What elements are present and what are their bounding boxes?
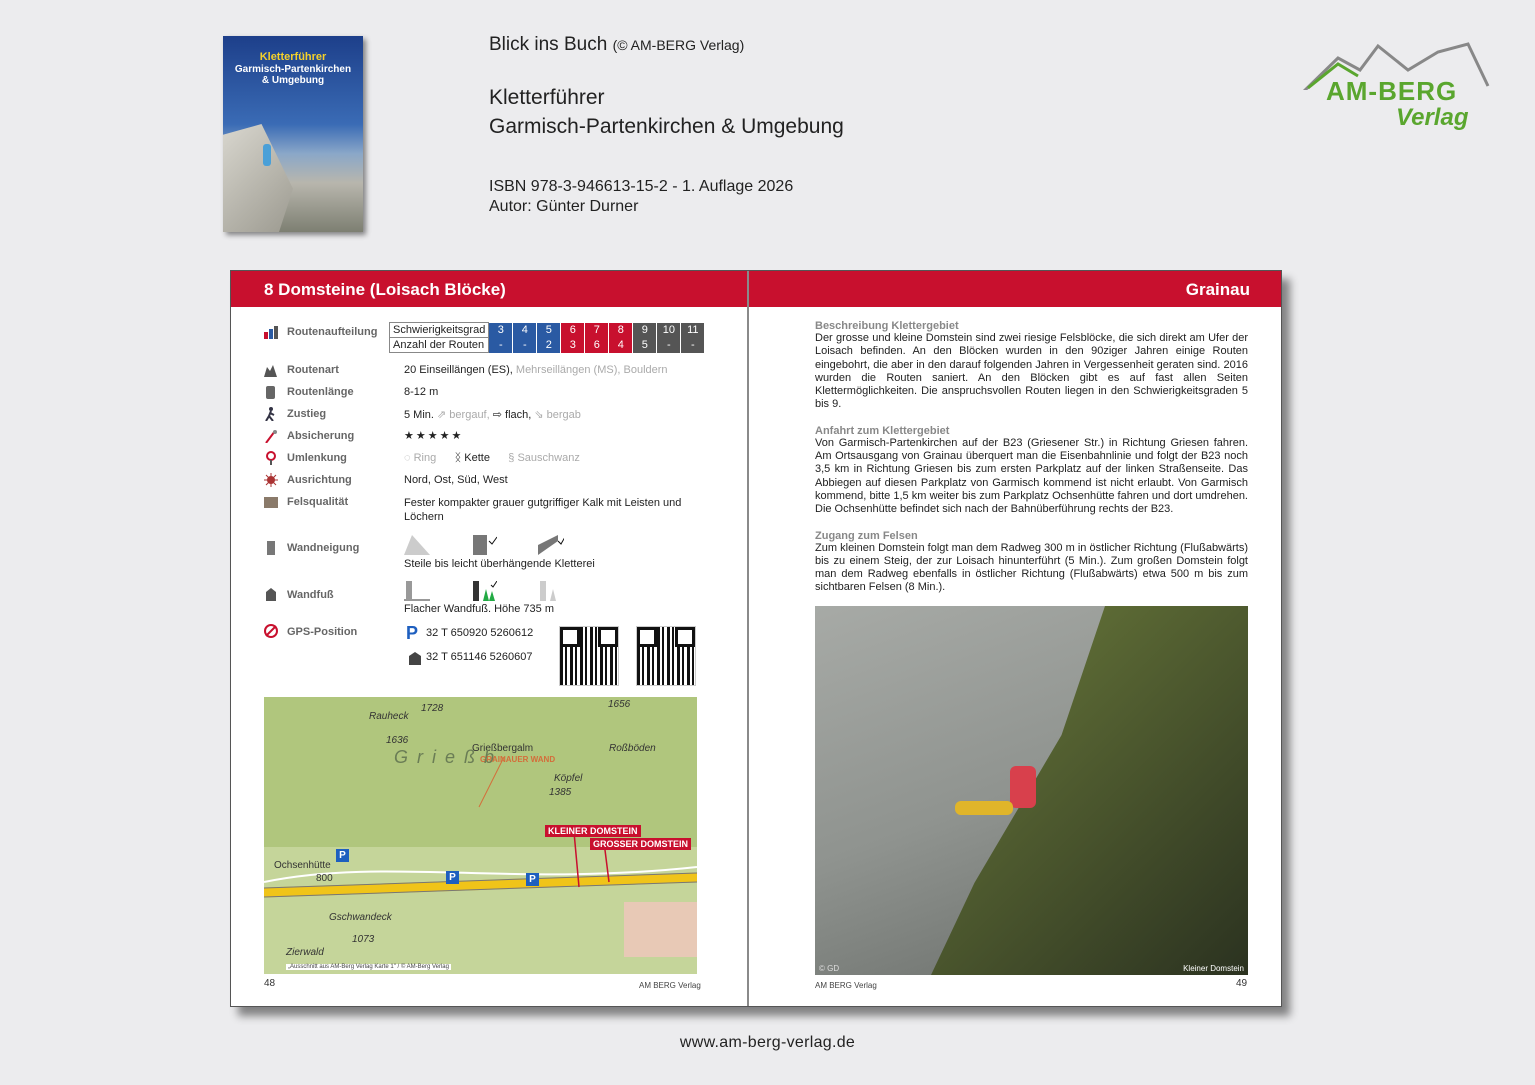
photo-credit: © GD <box>819 964 840 973</box>
photo-rock <box>815 606 1105 975</box>
grade-row-label: Schwierigkeitsgrad <box>390 323 489 338</box>
isbn-line: ISBN 978-3-946613-15-2 - 1. Auflage 2026 <box>489 178 794 195</box>
map-ochsenhuette: Ochsenhütte <box>274 860 331 871</box>
blick-title: Blick ins Buch (© AM-BERG Verlag) <box>489 34 745 55</box>
map-grainauer-wand: GRAINAUER WAND <box>480 755 556 764</box>
section-text: Zum kleinen Domstein folgt man dem Radweg 300 m in östlicher Richtung (Flußabwärts) bis zu einem Steig, der zur Loisach hinunterführt (5 Min.). Zum großen Domstein folgt man dem Radweg ebenfalls in östlicher Richtung (Flußabwärts) etwa 500 m bis zum sichtbaren Felsen (8 Min.). <box>815 541 1248 594</box>
map-koepfel-height: 1385 <box>549 787 572 798</box>
vertical-thumb-icon <box>471 535 497 555</box>
value-wandneigung: Steile bis leicht überhängende Kletterei <box>404 558 595 570</box>
wall-angle-icon <box>263 541 279 555</box>
grade-cell: 9 <box>633 323 657 338</box>
label-ausrichtung: Ausrichtung <box>287 474 352 486</box>
grade-cell: 10 <box>657 323 681 338</box>
slab-thumb-icon <box>404 535 430 555</box>
book-cover-image <box>223 36 363 232</box>
grade-cell: 11 <box>681 323 705 338</box>
label-routenart: Routenart <box>287 364 339 376</box>
grade-cell: 5 <box>537 323 561 338</box>
grade-cell: 8 <box>609 323 633 338</box>
flat-base-thumb-icon <box>404 581 430 601</box>
count-cell: - <box>657 338 681 353</box>
steep-base-thumb-icon <box>538 581 564 601</box>
book-gutter <box>747 271 749 1006</box>
value-gps-parking: 32 T 650920 5260612 <box>426 627 534 639</box>
protection-icon <box>263 429 279 443</box>
value-ausrichtung: Nord, Ost, Süd, West <box>404 474 508 486</box>
value-umlenkung: ◌ Ring ᛝ Kette § Sauschwanz <box>404 452 580 464</box>
section-heading: Beschreibung Klettergebiet <box>815 320 959 332</box>
count-cell: 3 <box>561 338 585 353</box>
map-griessbergalm: Grießbergalm <box>472 743 534 754</box>
gps-icon <box>263 624 279 638</box>
grade-cell: 3 <box>489 323 513 338</box>
cover-subtitle-1: Garmisch-Partenkirchen <box>234 64 352 75</box>
map-griess-label: G r i e ß b <box>394 747 497 767</box>
count-cell: 4 <box>609 338 633 353</box>
rock-quality-icon <box>263 495 279 509</box>
book-title-2: Garmisch-Partenkirchen & Umgebung <box>489 115 844 138</box>
count-cell: - <box>489 338 513 353</box>
parking-icon: P <box>406 623 419 643</box>
map-kleiner-domstein: KLEINER DOMSTEIN <box>545 825 641 837</box>
map-gschwandeck: Gschwandeck <box>329 912 392 923</box>
website-link[interactable]: www.am-berg-verlag.de <box>679 1034 856 1051</box>
label-routenaufteilung: Routenaufteilung <box>287 326 378 338</box>
right-page-footer: AM BERG Verlag <box>815 981 877 990</box>
value-felsqualitaet: Fester kompakter grauer gutgriffiger Kalk mit Leisten und Löchern <box>404 497 682 523</box>
chain-icon: ᛝ <box>454 452 462 464</box>
right-page-header: Grainau <box>749 271 1281 307</box>
label-felsqualitaet: Felsqualität <box>287 496 349 508</box>
label-wandneigung: Wandneigung <box>287 542 360 554</box>
author-line: Autor: Günter Durner <box>489 198 639 215</box>
am-berg-logo[interactable] <box>1298 40 1493 135</box>
qr-code-parking[interactable] <box>559 626 619 686</box>
value-routenart: 20 Einseillängen (ES), Mehrseillängen (MS), Bouldern <box>404 364 668 376</box>
label-gps: GPS-Position <box>287 626 358 638</box>
map-height-1728: 1728 <box>421 703 444 714</box>
cover-title: Kletterführer <box>259 51 327 63</box>
count-cell: 6 <box>585 338 609 353</box>
value-routenlaenge: 8-12 m <box>404 386 439 398</box>
photo-climber <box>1010 766 1036 808</box>
value-gps-rock: 32 T 651146 5260607 <box>426 651 533 663</box>
count-cell: 5 <box>633 338 657 353</box>
value-absicherung: ★★★★★ <box>404 430 464 442</box>
map-parking-icon: P <box>446 871 459 884</box>
count-cell: - <box>513 338 537 353</box>
left-page-footer: AM BERG Verlag <box>639 981 701 990</box>
logo-line1: AM-BERG <box>1326 76 1458 106</box>
route-length-icon <box>263 385 279 399</box>
map-koepfel: Köpfel <box>554 773 583 784</box>
rock-gps-icon <box>407 651 423 665</box>
map-rossboeden: Roßböden <box>609 743 656 754</box>
map-rauheck-height: 1636 <box>386 735 409 746</box>
left-page-header: 8 Domsteine (Loisach Blöcke) <box>231 271 747 307</box>
ring-icon: ◌ <box>404 452 411 464</box>
count-cell: 2 <box>537 338 561 353</box>
qr-code-rock[interactable] <box>636 626 696 686</box>
wall-base-icon <box>263 587 279 601</box>
grade-cell: 7 <box>585 323 609 338</box>
label-umlenkung: Umlenkung <box>287 452 347 464</box>
route-type-icon <box>263 363 279 377</box>
map-grosser-domstein: GROSSER DOMSTEIN <box>590 838 691 850</box>
photo-caption: Kleiner Domstein <box>1183 964 1244 973</box>
label-routenlaenge: Routenlänge <box>287 386 354 398</box>
overhang-thumb-icon <box>538 535 564 555</box>
map-ochsen-height: 800 <box>316 873 333 884</box>
cover-rock <box>223 124 293 232</box>
right-page-number: 49 <box>1236 978 1248 989</box>
count-row-label: Anzahl der Routen <box>390 338 489 353</box>
map-gschwand-height: 1073 <box>352 934 375 945</box>
logo-line2: Verlag <box>1396 104 1469 131</box>
label-wandfuss: Wandfuß <box>287 589 334 601</box>
grade-cell: 4 <box>513 323 537 338</box>
map-height-1656: 1656 <box>608 699 631 710</box>
value-wandfuss: Flacher Wandfuß. Höhe 735 m <box>404 603 554 615</box>
section-text: Von Garmisch-Partenkirchen auf der B23 (Griesener Str.) in Richtung Griesen fahren. Am Ortsausgang von Grainau überquert man die Eisenbahnlinie und folgt der B23 noch 3,5 km in Richtung Griesen bis zum ersten Parkplatz auf der linken Straßenseite. Das Abbiegen auf diesen Parkplatz von Garmisch kommend ist nicht erlaubt. Von Garmisch kommend, bitte 1,5 km weiter bis zum Parkplatz Ochsenhütte fahren und dort umdrehen. Die Ochsenhütte befindet sich nach der Bahnüberführung rechts der B23. <box>815 436 1248 516</box>
book-spread <box>230 270 1282 1007</box>
cover-subtitle-2: & Umgebung <box>261 75 325 86</box>
grade-row <box>390 323 705 338</box>
pigtail-icon: § <box>508 452 515 464</box>
value-zustieg: 5 Min. ⇗ bergauf, ⇨ flach, ⇘ bergab <box>404 409 581 421</box>
grade-table <box>389 322 704 353</box>
section-heading: Anfahrt zum Klettergebiet <box>815 424 950 437</box>
left-page-number: 48 <box>264 978 276 989</box>
climbing-photo <box>815 606 1248 975</box>
label-absicherung: Absicherung <box>287 430 355 442</box>
section-text: Der grosse und kleine Domstein sind zwei riesige Felsblöcke, die sich direkt am Ufer der Loisach befinden. An den Blöcken wurden in den 90ziger Jahren einige Routen eingebohrt, die aber in den darauf folgenden Jahren in Vergessenheit geraten sind. 2016 wurden die Routen saniert. An den Blöcken gibt es auf fast allen Seiten Klettermöglichkeiten. Die anspruchsvollen Routen liegen in den Schwierigkeitsgraden 5 bis 9. <box>815 332 1248 411</box>
right-page-text <box>815 320 1248 608</box>
bar-chart-icon <box>263 325 279 339</box>
map-credit: „Ausschnitt aus AM-Berg Verlag Karte 1" / © AM-Berg Verlag <box>288 964 449 970</box>
count-row <box>390 338 705 353</box>
map-parking-icon: P <box>526 873 539 886</box>
map-parking-icon: P <box>336 849 349 862</box>
cover-climber <box>263 144 271 166</box>
section-heading: Zugang zum Felsen <box>815 529 918 542</box>
count-cell: - <box>681 338 705 353</box>
anchor-icon <box>263 451 279 465</box>
sun-orientation-icon <box>263 473 279 487</box>
photo-climber-legs <box>955 801 1013 815</box>
grade-cell: 6 <box>561 323 585 338</box>
map-rauheck: Rauheck <box>369 711 409 722</box>
topo-map <box>264 697 697 974</box>
map-zierwald: Zierwald <box>286 947 324 958</box>
forest-base-thumb-icon <box>471 581 497 601</box>
book-title-1: Kletterführer <box>489 86 605 109</box>
hiker-icon <box>263 407 279 421</box>
label-zustieg: Zustieg <box>287 408 327 420</box>
